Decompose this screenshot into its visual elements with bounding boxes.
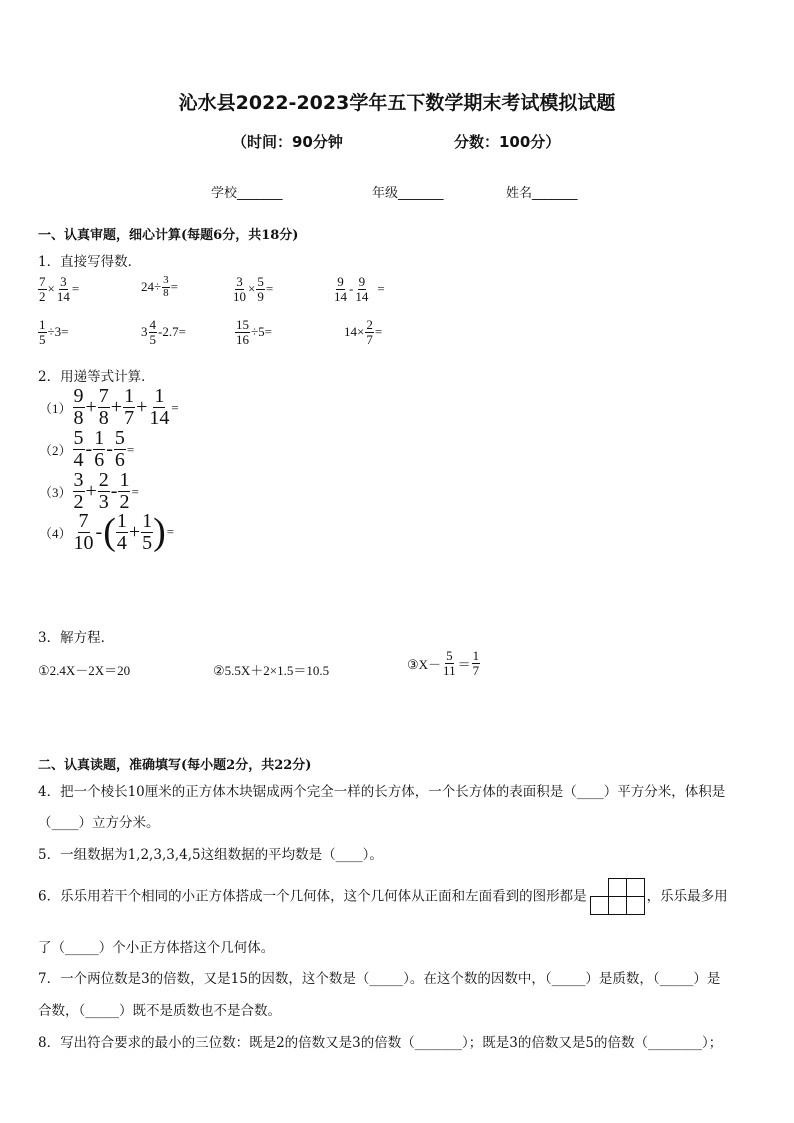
name-field: 姓名_______ — [506, 186, 578, 201]
q7-line-2: 合数，（_____）既不是质数也不是合数。 — [38, 1003, 281, 1019]
q1-item-f: 3 $\frac{4}{5}$ -2.7= — [141, 317, 186, 347]
q4-line-2: （____）立方分米。 — [38, 815, 160, 831]
q1-item-d: $\frac{9}{14}$ - $\frac{9}{14}$ = — [334, 274, 385, 304]
q7-line-1: 7．一个两位数是3的倍数，又是15的因数，这个数是（_____）。在这个数的因数中，（_____）是质数，（_____）是 — [38, 971, 721, 987]
page-title: 沁水县2022-2023学年五下数学期末考试模拟试题 — [178, 92, 616, 114]
q3-equation-3: ③X－ $\frac{5}{11}$ ＝ $\frac{1}{7}$ — [407, 648, 480, 678]
q6-line-2: 了（_____）个小正方体搭这个几何体。 — [38, 940, 275, 956]
q1-label: 1．直接写得数． — [38, 254, 142, 270]
q2-expr-3: （3） $\frac{3}{2}$ + $\frac{2}{3}$ - $\frac{1}{2}$ = — [39, 469, 139, 513]
q5-text: 5．一组数据为1,2,3,3,4,5这组数据的平均数是（____）。 — [38, 847, 383, 863]
q2-label: 2．用递等式计算． — [38, 369, 155, 385]
q1-item-b: 24÷ $\frac{3}{8}$ = — [141, 274, 178, 299]
q3-label: 3．解方程． — [38, 630, 115, 646]
q4-line-1: 4．把一个棱长10厘米的正方体木块锯成两个完全一样的长方体，一个长方体的表面积是（____）平方分米，体积是 — [38, 784, 726, 800]
exam-score: 分数：100分） — [454, 133, 561, 151]
q8-text: 8．写出符合要求的最小的三位数：既是2的倍数又是3的倍数（_______）；既是3的倍数又是5的倍数（________）； — [38, 1035, 723, 1051]
q3-equation-1: ①2.4X－2X＝20 — [38, 663, 131, 678]
q2-expr-1: （1） $\frac{9}{8}$ + $\frac{7}{8}$ + $\frac{1}{7}$ + $\frac{1}{14}$ = — [39, 385, 179, 429]
q1-item-a: $\frac{7}{2}$ × $\frac{3}{14}$ = — [39, 274, 80, 304]
q1-item-e: $\frac{1}{5}$ ÷3= — [39, 317, 69, 347]
q2-expr-2: （2） $\frac{5}{4}$ - $\frac{1}{6}$ - $\frac{5}{6}$ = — [39, 427, 135, 471]
section-1-heading: 一、认真审题，细心计算(每题6分，共18分) — [38, 228, 299, 243]
q1-item-c: $\frac{3}{10}$ × $\frac{5}{9}$ = — [233, 274, 274, 304]
q6-line-1: 6．乐乐用若干个相同的小正方体搭成一个几何体，这个几何体从正面和左面看到的图形都是 ，乐乐最多用 — [38, 878, 728, 916]
q1-item-h: 14× $\frac{2}{7}$ = — [344, 317, 383, 347]
section-2-heading: 二、认真读题，准确填写(每小题2分，共22分) — [38, 758, 312, 773]
q1-item-g: $\frac{15}{16}$ ÷5= — [236, 317, 272, 347]
exam-time: （时间：90分钟 — [232, 133, 343, 151]
q2-expr-4: （4） $\frac{7}{10}$ -( $\frac{1}{4}$ + $\frac{1}{5}$ )= — [39, 509, 175, 554]
q3-equation-2: ②5.5X＋2×1.5＝10.5 — [213, 663, 330, 678]
school-field: 学校_______ — [211, 186, 283, 201]
grade-field: 年级_______ — [372, 186, 444, 201]
three-view-figure — [589, 878, 645, 916]
